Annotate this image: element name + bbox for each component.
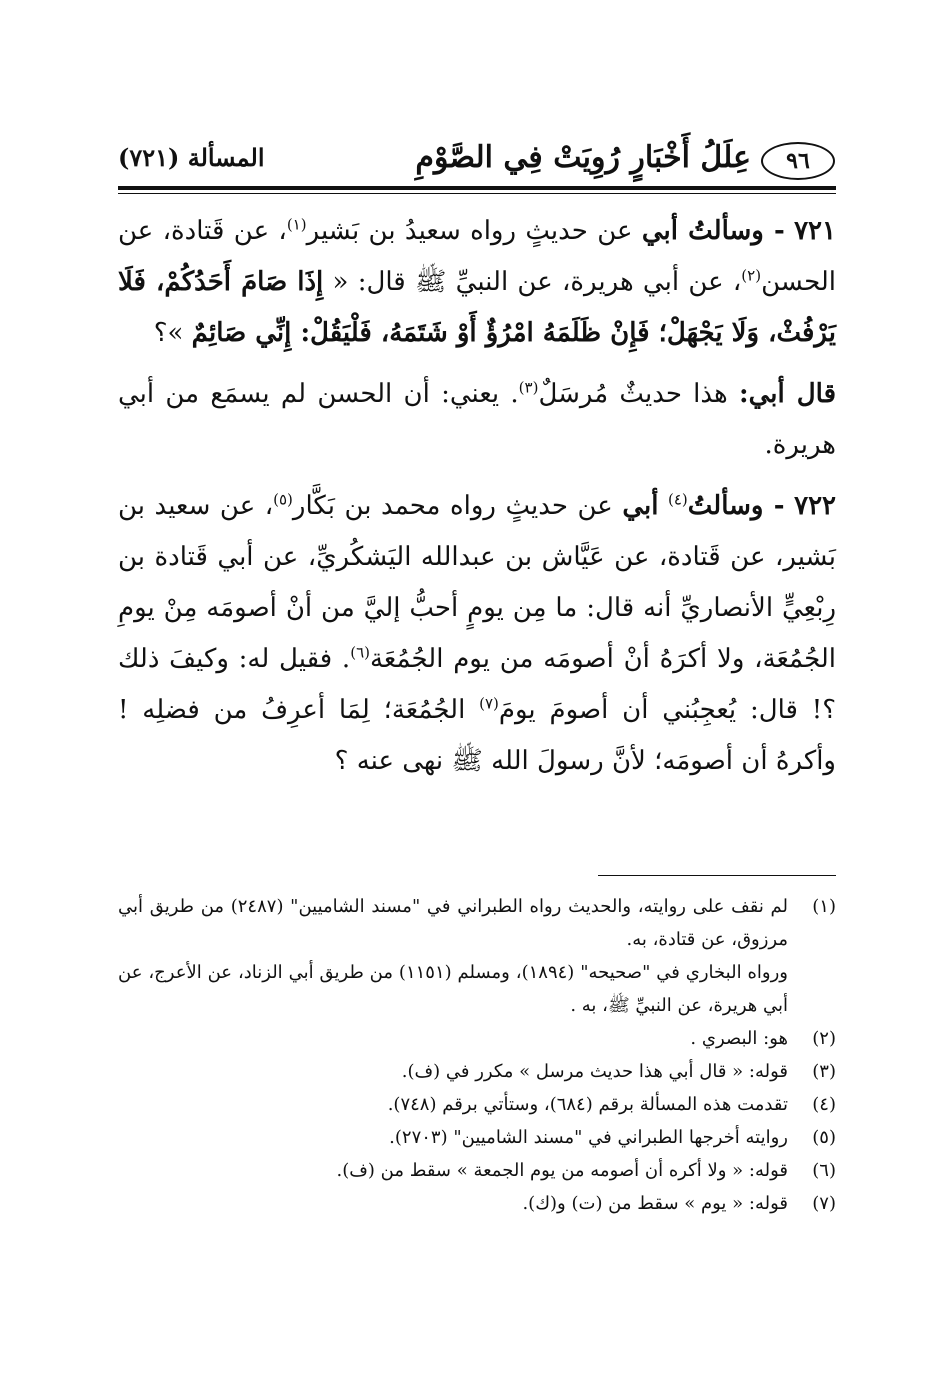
- footnote-ref: (٧): [479, 694, 499, 713]
- text-segment: عن حديثٍ رواه سعيدُ بن بَشير: [306, 216, 633, 246]
- lead-phrase: - وسألتُ أبي: [641, 216, 785, 246]
- text-segment: »؟: [153, 318, 184, 348]
- footnote-5: [118, 1121, 836, 1154]
- footnote-1: [118, 890, 836, 1022]
- text-segment: . يعني: أن الحسن لم يسمَع من أبي هريرة.: [118, 379, 836, 460]
- issue-number: ٧٢٢: [794, 491, 837, 521]
- lead-phrase: قال أبي:: [739, 379, 837, 409]
- text-segment: ، عن أبي هريرة، عن النبيِّ ﷺ قال: «: [332, 267, 742, 297]
- footnote-ref: (٤): [667, 490, 688, 509]
- footnote-line: لم نقف على روايته، والحديث رواه الطبراني في "مسند الشاميين" (٢٤٨٧) من طريق أبي مرزوق، عن قتادة، به.: [118, 896, 789, 950]
- header-rule-thin: [118, 193, 836, 194]
- text-segment: ، عن قَتادة، عن الحسن: [118, 216, 836, 297]
- text-segment: عن حديثٍ رواه محمد بن بَكَّار: [292, 491, 613, 521]
- footnote-text: قوله: « قال أبي هذا حديث مرسل » مكرر في (ف).: [401, 1061, 788, 1082]
- footnote-ref: (٣): [518, 378, 539, 397]
- footnote-ref: (٢): [741, 266, 762, 285]
- issue-title: المسألة (٧٢١): [118, 143, 265, 172]
- footnote-text: هو: البصري .: [690, 1028, 788, 1049]
- footnote-number: (١): [812, 896, 836, 917]
- footnote-text: تقدمت هذه المسألة برقم (٦٨٤)، وستأتي برقم (٧٤٨).: [387, 1094, 788, 1115]
- text-segment: هذا حديثٌ مُرسَلٌ: [538, 379, 728, 409]
- footnote-text: قوله: « يوم » سقط من (ت) و(ك).: [522, 1193, 788, 1214]
- paragraph-722: [118, 481, 836, 787]
- main-text: [118, 206, 836, 787]
- issue-number: ٧٢١: [794, 216, 836, 246]
- text-segment: ، عن سعيد بن بَشير، عن قَتادة، عن عَيَّاش بن عبدالله اليَشكُريِّ، عن أبي قَتادة بن رِبْعِيٍّ الأنصاريِّ أنه قال: ما مِن يومٍ أحبُّ إليَّ من أنْ أصومَه مِنْ يومِ الجُمُعَة، ولا أكرَهُ أنْ أصومَه من يوم الجُمُعَة: [118, 491, 837, 674]
- page-header: [118, 138, 835, 182]
- footnote-text: روايته أخرجها الطبراني في "مسند الشاميين" (٢٧٠٣).: [389, 1127, 788, 1148]
- footnote-number: (٣): [812, 1061, 836, 1082]
- footnote-ref: (١): [286, 215, 307, 234]
- footnote-7: [118, 1187, 836, 1220]
- footnote-text: قوله: « ولا أكره أن أصومه من يوم الجمعة » سقط من (ف).: [336, 1160, 788, 1181]
- footnote-number: (٦): [812, 1160, 836, 1181]
- footnotes: [118, 890, 836, 1220]
- paragraph-answer: [118, 369, 836, 471]
- footnote-ref: (٥): [273, 490, 293, 509]
- footnote-ref: (٦): [350, 643, 370, 662]
- footnote-number: (٢): [812, 1028, 836, 1049]
- footnote-4: [118, 1088, 836, 1121]
- paragraph-721: [118, 206, 836, 359]
- lead-phrase: أبي: [622, 491, 659, 521]
- text-segment: الجُمُعَة؛ لِمَا أعرِفُ من فضلِه ! وأكرهُ أن أصومَه؛ لأنَّ رسولَ الله ﷺ نهى عنه ؟: [118, 695, 836, 776]
- footnote-2: [118, 1022, 836, 1055]
- hadith-text: إِذَا صَامَ أَحَدُكُمْ، فَلَا يَرْفُثْ، وَلَا يَجْهَلْ؛ فَإِنْ ظَلَمَهُ امْرُؤٌ أَوْ شَتَمَهُ، فَلْيَقُلْ: إِنِّي صَائِمٌ: [118, 267, 836, 348]
- footnote-6: [118, 1154, 836, 1187]
- footnote-line: ورواه البخاري في "صحيحه" (١٨٩٤)، ومسلم (١١٥١) من طريق أبي الزناد، عن الأعرج، عن أبي هريرة، عن النبيِّ ﷺ، به .: [118, 962, 788, 1016]
- footnote-3: [118, 1055, 836, 1088]
- footnote-number: (٧): [812, 1193, 836, 1214]
- footnote-text: [118, 890, 788, 1022]
- footnote-number: (٤): [812, 1094, 836, 1115]
- lead-phrase: - وسألتُ: [687, 491, 785, 521]
- book-title: عِلَلُ أَخْبَارٍ رُوِيَتْ فِي الصَّوْمِ: [415, 140, 751, 175]
- page-number: ٩٦: [761, 142, 835, 180]
- header-rule-thick: [118, 186, 836, 190]
- footnote-separator: [598, 875, 836, 876]
- text-segment: . فقيل له: وكيفَ ذلك ؟! قال: يُعجِبُني أن أصومَ يومَ: [118, 644, 836, 725]
- footnote-number: (٥): [812, 1127, 836, 1148]
